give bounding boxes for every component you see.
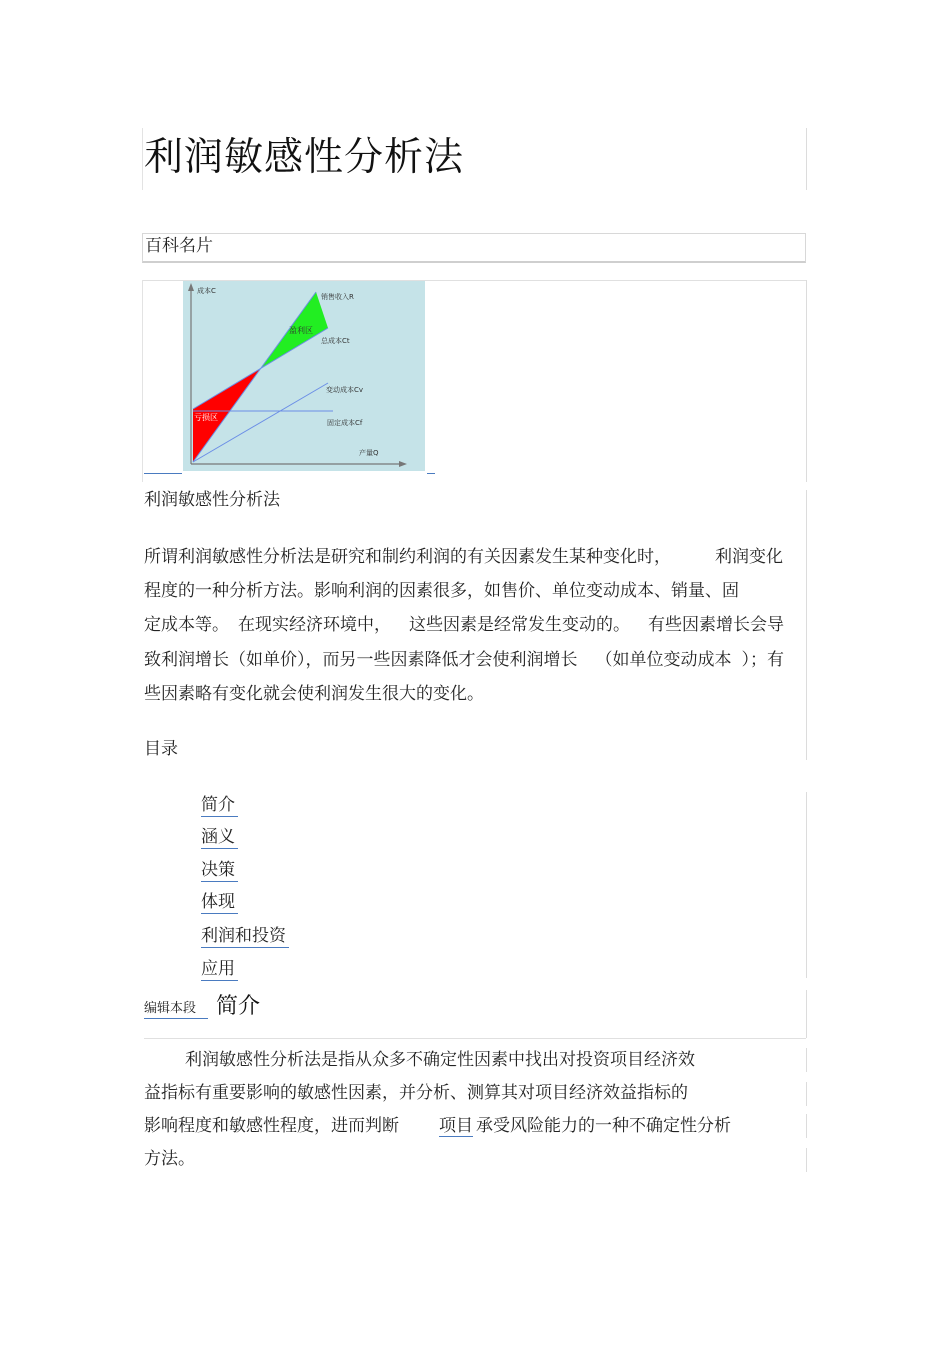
divider bbox=[806, 490, 807, 760]
toc-item-application[interactable]: 应用 bbox=[201, 958, 238, 981]
edit-section-link[interactable]: 编辑本段 bbox=[144, 1000, 208, 1019]
breakeven-figure[interactable] bbox=[183, 281, 425, 471]
intro-text: ）；有 bbox=[741, 650, 784, 670]
intro-text: 定成本等。 bbox=[144, 615, 229, 635]
divider bbox=[806, 1114, 807, 1138]
profit-zone-label: 盈利区 bbox=[289, 326, 313, 335]
total-cost-label: 总成本Ct bbox=[321, 337, 350, 345]
card-label: 百科名片 bbox=[145, 236, 213, 256]
project-link[interactable]: 项目 bbox=[439, 1116, 473, 1136]
section-header bbox=[144, 990, 806, 1039]
divider bbox=[806, 128, 807, 190]
divider bbox=[806, 1048, 807, 1072]
intro-text: 利润变化 bbox=[715, 547, 783, 567]
cost-axis-label: 成本C bbox=[197, 287, 216, 295]
section-line: 利润敏感性分析法是指从众多不确定性因素中找出对投资项目经济效 bbox=[185, 1050, 695, 1070]
intro-line: 些因素略有变化就会使利润发生很大的变化。 bbox=[144, 684, 484, 704]
section-line: 益指标有重要影响的敏感性因素，并分析、测算其对项目经济效益指标的 bbox=[144, 1083, 688, 1103]
section-text: 影响程度和敏感性程度，进而判断 bbox=[144, 1116, 399, 1136]
section-title: 简介 bbox=[216, 994, 261, 1019]
divider bbox=[806, 990, 807, 1038]
divider bbox=[142, 280, 143, 482]
divider bbox=[806, 792, 807, 978]
intro-text: 致利润增长（如单价），而另一些因素降低才会使利润增长 bbox=[144, 650, 578, 670]
section-line bbox=[144, 1115, 731, 1137]
toc-item-meaning[interactable]: 涵义 bbox=[201, 826, 238, 849]
section-line: 方法。 bbox=[144, 1149, 195, 1169]
divider bbox=[806, 1082, 807, 1106]
fixed-cost-label: 固定成本Cf bbox=[327, 419, 363, 427]
intro-line: 程度的一种分析方法。影响利润的因素很多，如售价、单位变动成本、销量、固 bbox=[144, 581, 739, 601]
intro-text: 所谓利润敏感性分析法是研究和制约利润的有关因素发生某种变化时， bbox=[144, 547, 671, 567]
figure-caption: 利润敏感性分析法 bbox=[144, 490, 280, 510]
sales-income-label: 销售收入R bbox=[321, 293, 354, 301]
toc-item-decision[interactable]: 决策 bbox=[201, 859, 238, 882]
intro-text: 有些因素增长会导 bbox=[648, 615, 784, 635]
intro-text: 在现实经济环境中， bbox=[238, 615, 391, 635]
intro-line bbox=[144, 546, 783, 568]
intro-line bbox=[144, 614, 784, 636]
image-link-underline bbox=[144, 473, 182, 474]
toc-item-intro[interactable]: 简介 bbox=[201, 794, 238, 817]
divider bbox=[142, 128, 143, 190]
toc-title: 目录 bbox=[144, 739, 178, 759]
intro-line bbox=[144, 649, 784, 671]
divider bbox=[806, 1148, 807, 1172]
variable-cost-label: 变动成本Cv bbox=[326, 386, 364, 394]
breakeven-diagram bbox=[183, 281, 425, 471]
loss-zone-label: 亏损区 bbox=[194, 413, 218, 422]
toc-item-profit-investment[interactable]: 利润和投资 bbox=[201, 925, 289, 948]
page-title: 利润敏感性分析法 bbox=[144, 135, 465, 180]
intro-text: （如单位变动成本 bbox=[595, 650, 732, 670]
output-axis-label: 产量Q bbox=[359, 449, 379, 457]
divider bbox=[806, 280, 807, 482]
image-link-underline bbox=[427, 473, 435, 474]
toc-item-embodiment[interactable]: 体现 bbox=[201, 891, 238, 914]
intro-text: 这些因素是经常发生变动的。 bbox=[409, 615, 630, 635]
baike-card-header bbox=[142, 233, 806, 263]
section-text: 承受风险能力的一种不确定性分析 bbox=[476, 1116, 731, 1136]
